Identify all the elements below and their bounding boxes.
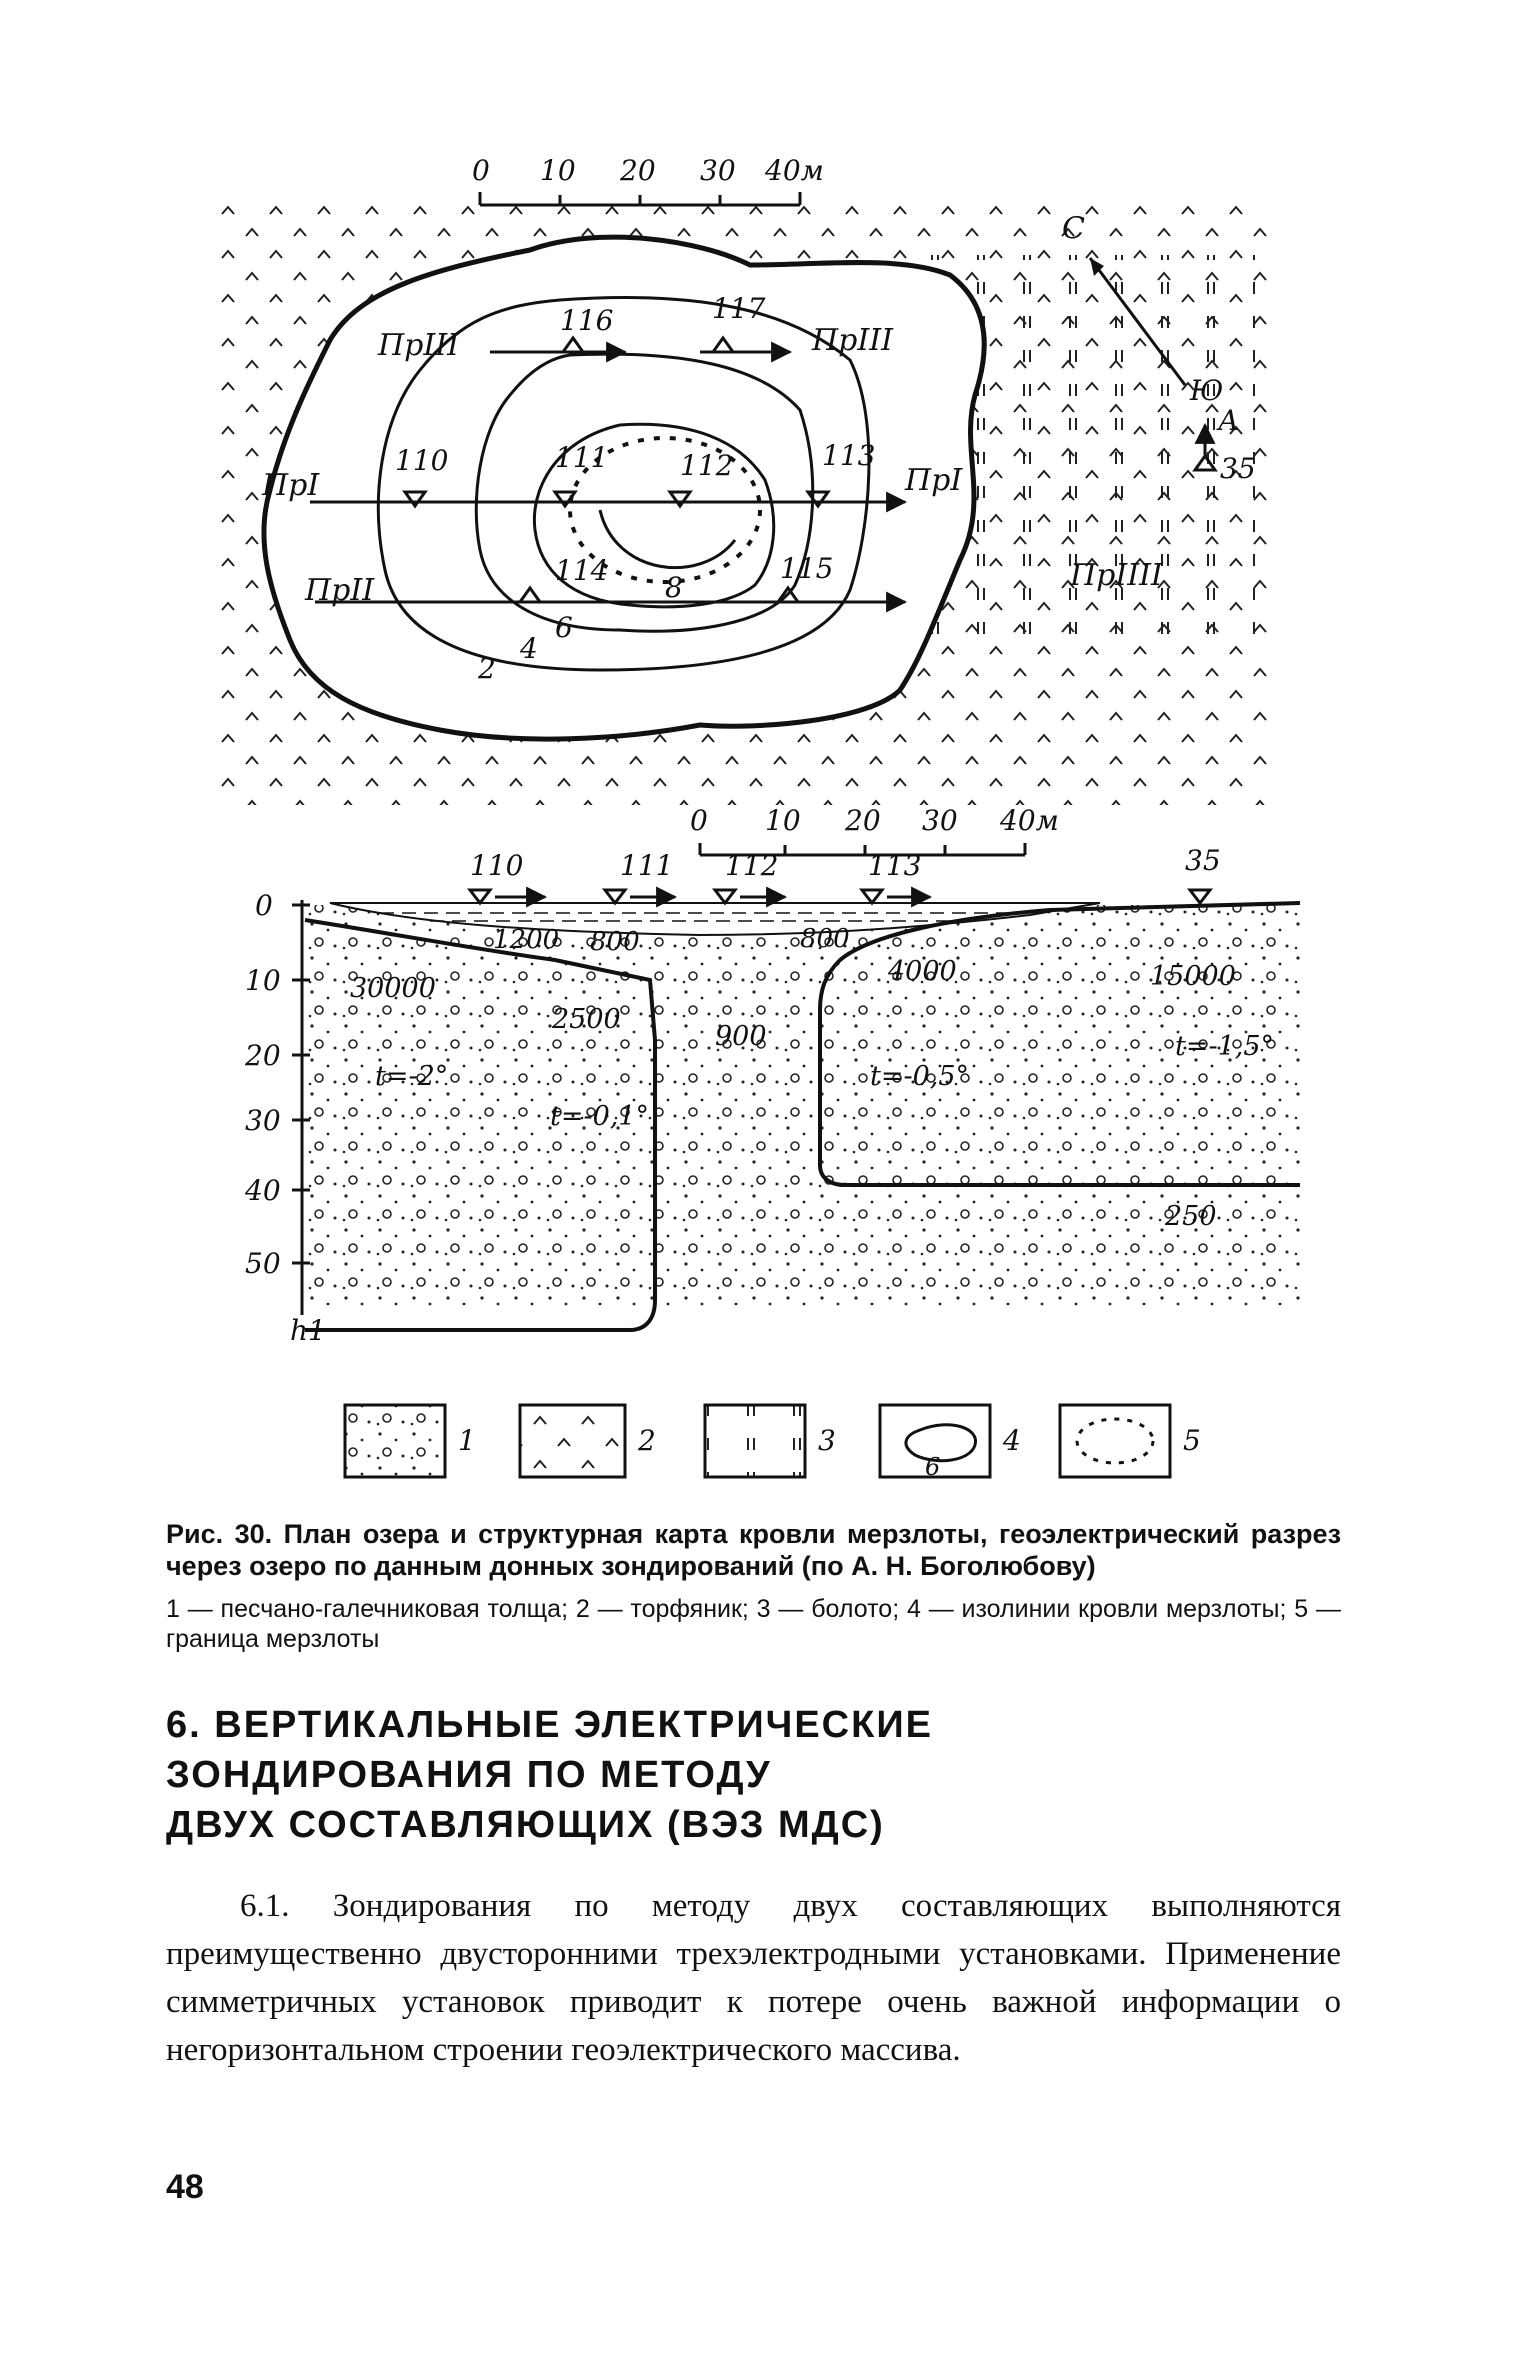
plan-profile-2-right: ПрIIII — [1070, 558, 1163, 593]
legend-peat-box — [520, 1405, 625, 1477]
plan-station-110: 110 — [395, 444, 449, 477]
svg-text:250: 250 — [1165, 1201, 1217, 1232]
point-a-label: А — [1218, 404, 1240, 437]
section-scale-0: 0 — [690, 804, 708, 837]
plan-station-113: 113 — [822, 439, 876, 472]
legend-isoline-value: 6 — [925, 1453, 941, 1481]
plan-station-112: 112 — [680, 449, 734, 482]
plan-station-117: 117 — [712, 292, 766, 325]
svg-text:30000: 30000 — [350, 973, 436, 1004]
heading-line-3: ДВУХ СОСТАВЛЯЮЩИХ (ВЭЗ МДС) — [166, 1804, 885, 1846]
lake-shore — [264, 237, 984, 739]
section-station-35: 35 — [1185, 844, 1221, 877]
plan-station-115: 115 — [780, 552, 834, 585]
heading-line-1: 6. ВЕРТИКАЛЬНЫЕ ЭЛЕКТРИЧЕСКИЕ — [166, 1704, 933, 1746]
legend-number-1: 1 — [458, 1424, 476, 1457]
figure-caption — [166, 1518, 1341, 1654]
legend-number-5: 5 — [1183, 1424, 1201, 1457]
plan-profile-1-left: ПрI — [262, 468, 320, 503]
depth-40: 40 — [245, 1174, 281, 1207]
plan-profile-3-right: ПрIII — [812, 323, 893, 358]
svg-text:4000: 4000 — [888, 956, 957, 987]
legend-number-2: 2 — [638, 1424, 656, 1457]
legend-number-3: 3 — [818, 1424, 836, 1457]
depth-0: 0 — [255, 889, 273, 922]
caption-main: Рис. 30. План озера и структурная карта кровли мерзлоты, геоэлектрический разрез через озеро по данным донных зондирований (по А. Н. Боголюбову) — [166, 1519, 1341, 1581]
svg-text:t=-0,1°: t=-0,1° — [550, 1101, 650, 1132]
legend-swamp-box — [705, 1405, 805, 1477]
depth-label: h1 — [290, 1314, 326, 1347]
section-scale-20: 20 — [845, 804, 881, 837]
section-scale-10: 10 — [765, 804, 801, 837]
plan-scale-30: 30 — [700, 154, 736, 187]
plan-profile-3-left: ПрIII — [378, 328, 459, 363]
legend-number-4: 4 — [1003, 1424, 1021, 1457]
plan-station-111: 111 — [555, 441, 609, 474]
isoline-label-2: 2 — [478, 652, 496, 685]
plan-scale-20: 20 — [620, 154, 656, 187]
cross-section — [244, 804, 1300, 1347]
caption-legend: 1 — песчано-галечниковая толща; 2 — торфяник; 3 — болото; 4 — изолинии кровли мерзлоты; 5 — граница мерзлоты — [166, 1595, 1341, 1653]
paragraph-text: 6.1. Зондирования по методу двух составляющих выполняются преимущественно двусторонними трехэлектродными установками. Применение симметричных установок приводит к потере очень важной информации о негоризонтальном строении геоэлектрического массива. — [166, 1888, 1341, 2068]
page-number: 48 — [166, 2168, 204, 2206]
plan-profile-1-right: ПрI — [905, 463, 963, 498]
svg-text:800: 800 — [590, 927, 640, 957]
legend-gravel-box — [345, 1405, 445, 1477]
plan-station-114: 114 — [555, 554, 609, 587]
svg-text:2500: 2500 — [552, 1004, 621, 1035]
depth-10: 10 — [245, 964, 281, 997]
station-markers-section — [470, 890, 1210, 903]
compass-north: С — [1062, 211, 1085, 246]
depth-20: 20 — [245, 1039, 281, 1072]
plan-profile-2-left: ПрII — [305, 573, 375, 608]
svg-text:800: 800 — [800, 924, 850, 954]
figure-legend — [345, 1405, 1201, 1481]
isoline-label-4: 4 — [520, 632, 538, 665]
svg-text:t=-0,5°: t=-0,5° — [870, 1061, 970, 1092]
plan-view — [215, 154, 1275, 805]
section-scale-40: 40м — [1000, 804, 1059, 837]
heading-line-2: ЗОНДИРОВАНИЯ ПО МЕТОДУ — [166, 1754, 772, 1796]
svg-text:t=-2°: t=-2° — [375, 1061, 449, 1092]
section-heading — [166, 1700, 1341, 1850]
section-station-112: 112 — [725, 849, 779, 882]
plan-station-116: 116 — [560, 304, 614, 337]
svg-text:15000: 15000 — [1150, 961, 1236, 992]
svg-text:1200: 1200 — [493, 925, 560, 955]
section-scale-30: 30 — [922, 804, 958, 837]
plan-station-35: 35 — [1220, 452, 1256, 485]
section-station-110: 110 — [470, 849, 524, 882]
plan-scale-10: 10 — [540, 154, 576, 187]
plan-scale-0: 0 — [472, 154, 490, 187]
depth-50: 50 — [245, 1247, 281, 1280]
svg-text:900: 900 — [715, 1021, 767, 1052]
plan-scale-40: 40м — [765, 154, 824, 187]
section-station-113: 113 — [868, 849, 922, 882]
isoline-label-6: 6 — [555, 611, 573, 644]
section-station-111: 111 — [620, 849, 674, 882]
depth-30: 30 — [245, 1104, 281, 1137]
svg-text:t=-1,5°: t=-1,5° — [1175, 1031, 1275, 1062]
isoline-label-8: 8 — [665, 571, 683, 604]
compass-south: Ю — [1190, 374, 1224, 407]
scale-bar-section — [690, 804, 1059, 855]
body-paragraph — [166, 1882, 1341, 2074]
